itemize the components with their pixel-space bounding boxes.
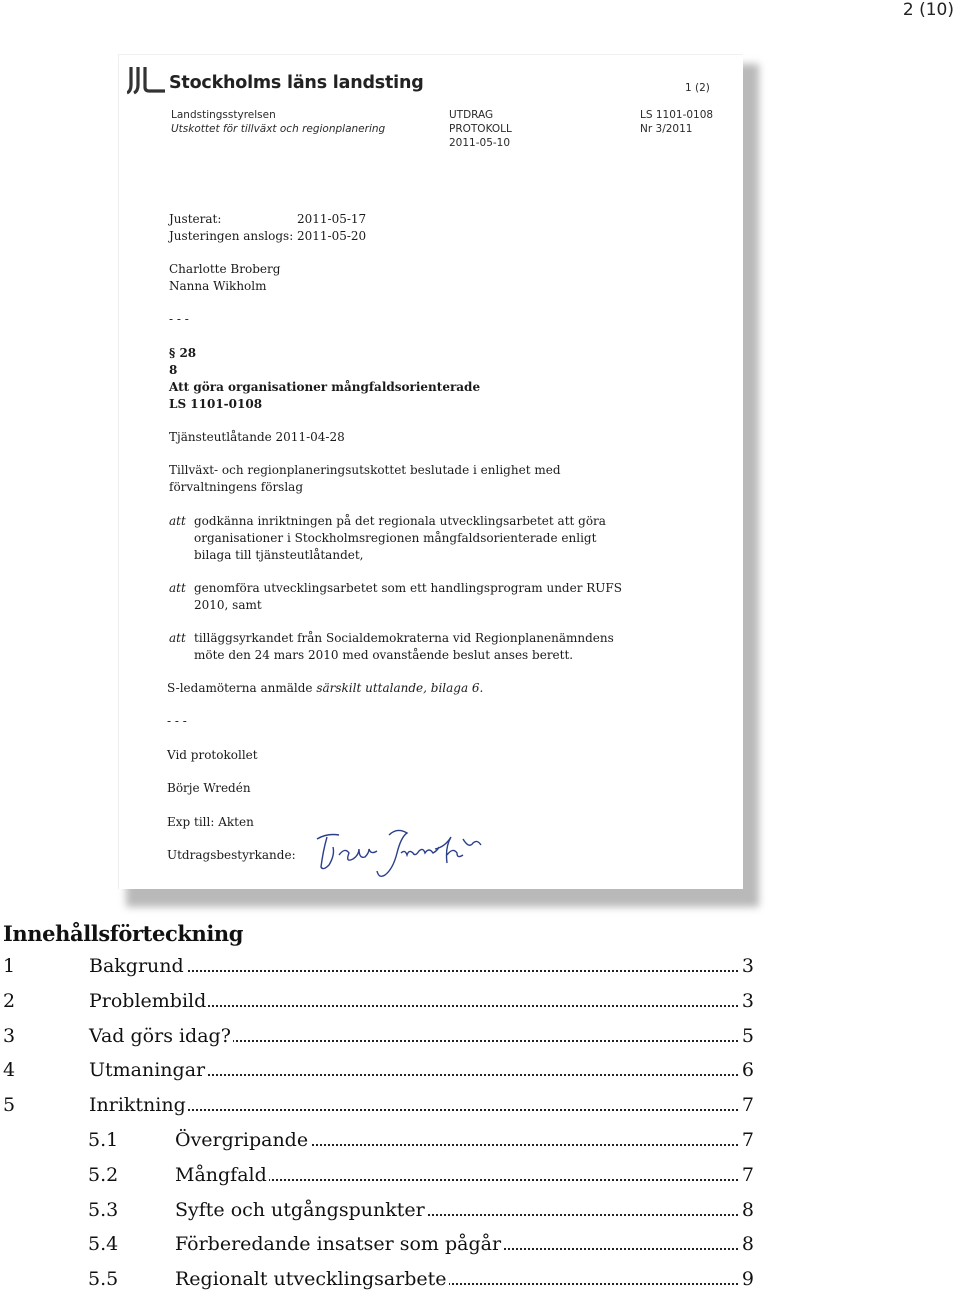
handwritten-signature [309,825,489,881]
att-1-line-2: organisationer i Stockholmsregionen mångfaldsorienterade enligt [194,531,597,545]
toc-entry-page[interactable]: 7 [741,1094,754,1117]
att-label-2: att [169,581,186,595]
toc-entry[interactable] [0,1094,760,1124]
toc-entry[interactable] [0,1233,760,1263]
toc-entry-label[interactable]: Bakgrund [89,955,184,977]
toc-entry-number: 5.2 [88,1163,119,1186]
toc-entry[interactable] [0,1059,760,1089]
toc-entry-page[interactable]: 7 [741,1163,754,1186]
protocol-heading: Att göra organisationer mångfaldsorienterade [169,380,481,394]
separator-1: - - - [169,312,189,326]
exp-till: Exp till: Akten [167,815,254,829]
toc-title: Innehållsförteckning [3,921,244,946]
toc-entry[interactable] [0,955,760,985]
ref-1: LS 1101-0108 [640,109,714,121]
name-1: Charlotte Broberg [169,262,281,276]
justerat-value: 2011-05-17 [297,212,367,226]
logo-text: Stockholms läns landsting [169,73,424,93]
toc-entry-label[interactable]: Problembild [89,989,207,1012]
att-label-3: att [169,631,186,645]
toc-entry-label[interactable]: Övergripande [175,1129,309,1151]
page-number: 2 (10) [902,0,954,20]
toc-entry-page[interactable]: 8 [741,1233,754,1256]
anslogs-label: Justeringen anslogs: [169,229,294,243]
toc-entry-number: 2 [3,989,16,1012]
section-number: § 28 [169,346,197,360]
toc-entry-number: 5.5 [88,1268,119,1291]
decision-line-1: Tillväxt- och regionplaneringsutskottet beslutade i enlighet med [169,463,561,477]
toc-entry-label[interactable]: Syfte och utgångspunkter [175,1198,425,1221]
toc-entry[interactable] [0,1268,760,1298]
s-ledamoter-text: S-ledamöterna anmälde [167,681,317,695]
att-1-line-3: bilaga till tjänsteutlåtandet, [194,548,364,562]
item-number: 8 [169,363,178,377]
page-marker: 1 (2) [685,82,710,94]
att-3-line-1: tilläggsyrkandet från Socialdemokraterna vid Regionplanenämndens [194,631,614,645]
org-line-2: Utskottet för tillväxt och regionplanering [171,123,386,135]
toc-entry-label[interactable]: Vad görs idag? [89,1024,231,1047]
toc-entry-label[interactable]: Utmaningar [89,1059,206,1082]
utdragsbestyrkande-label: Utdragsbestyrkande: [167,848,296,862]
heading-ref: LS 1101-0108 [169,397,263,411]
vid-protokollet: Vid protokollet [167,748,258,762]
name-2: Nanna Wikholm [169,279,267,293]
doc-type-2: PROTOKOLL [449,123,512,135]
separator-2: - - - [167,714,187,728]
borje-wreden: Börje Wredén [167,781,251,795]
toc-dot-leader [89,970,738,972]
toc-entry[interactable] [0,1199,760,1229]
landsting-logo-icon [127,65,167,97]
toc-entry[interactable] [0,1129,760,1159]
toc-entry-page[interactable]: 9 [741,1268,754,1291]
justerat-label: Justerat: [169,212,222,226]
toc-entry-number: 5.1 [88,1129,119,1151]
toc-entry[interactable] [0,990,760,1020]
toc-entry-number: 5.4 [88,1233,119,1256]
toc-entry-label[interactable]: Mångfald [175,1163,267,1186]
toc-entry-number: 4 [3,1059,16,1082]
att-2-line-1: genomföra utvecklingsarbetet som ett handlingsprogram under RUFS [194,581,622,595]
decision-line-2: förvaltningens förslag [169,480,304,494]
toc-entry-page[interactable]: 3 [741,989,754,1012]
doc-date: 2011-05-10 [449,137,511,149]
toc-entry[interactable] [0,1164,760,1194]
toc-entry-number: 5.3 [88,1198,119,1221]
toc-entry-label[interactable]: Förberedande insatser som pågår [175,1233,502,1256]
toc-entry-page[interactable]: 7 [741,1129,754,1151]
toc-entry-number: 5 [3,1094,16,1117]
doc-type-1: UTDRAG [449,109,494,121]
toc-entry-number: 1 [3,955,16,977]
att-3-line-2: möte den 24 mars 2010 med ovanstående beslut anses berett. [194,648,574,662]
att-2-line-2: 2010, samt [194,598,262,612]
att-label-1: att [169,514,186,528]
att-1-line-1: godkänna inriktningen på det regionala utvecklingsarbetet att göra [194,514,606,528]
org-line-1: Landstingsstyrelsen [171,109,276,121]
bilaga-reference: särskilt uttalande, bilaga 6. [316,681,484,695]
anslogs-value: 2011-05-20 [297,229,367,243]
toc-entry-page[interactable]: 6 [741,1059,754,1082]
toc-entry-label[interactable]: Regionalt utvecklingsarbete [175,1268,447,1291]
ref-2: Nr 3/2011 [640,123,693,135]
toc-entry-page[interactable]: 5 [741,1024,754,1047]
tjansteutlatande: Tjänsteutlåtande 2011-04-28 [169,430,345,444]
s-ledamoter-statement [167,680,483,697]
toc-entry-page[interactable]: 3 [741,955,754,977]
toc-entry-page[interactable]: 8 [741,1198,754,1221]
toc-entry-number: 3 [3,1024,16,1047]
toc-entry-label[interactable]: Inriktning [89,1094,186,1117]
scanned-protocol-image [118,54,743,889]
toc-entry[interactable] [0,1025,760,1055]
